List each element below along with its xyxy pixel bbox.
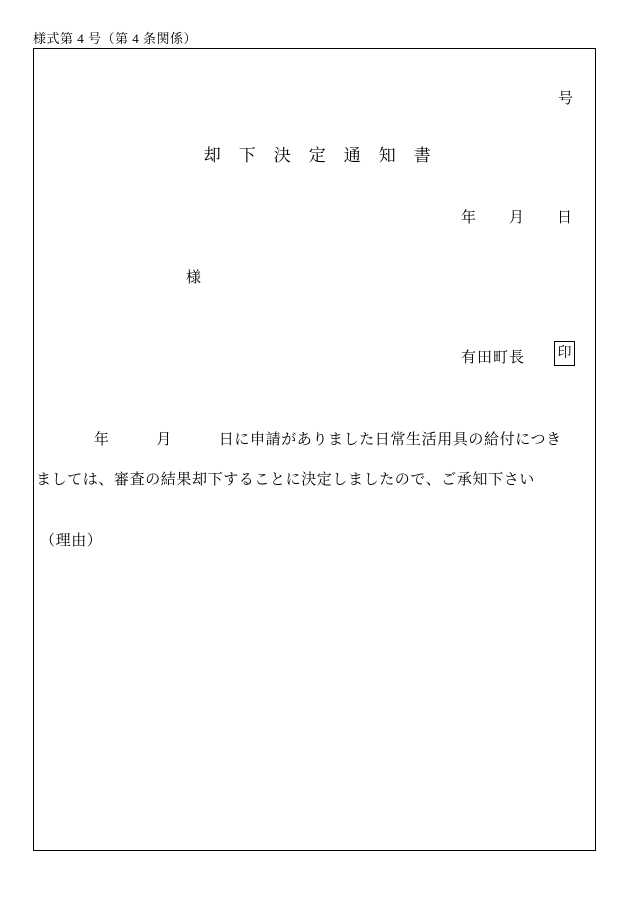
document-number-field: 号 (557, 91, 573, 107)
reason-write-in-area (40, 569, 589, 844)
document-frame-inner (34, 49, 595, 850)
issuer-name: 有田町長 (460, 350, 525, 366)
body-text-line-1: 年 月 日に申請がありました日常生活用具の給付につき (94, 432, 562, 448)
document-frame (33, 48, 596, 851)
reason-label: （理由） (40, 533, 103, 549)
document-title (34, 141, 595, 166)
document-title-text: 却 下 決 定 通 知 書 (203, 146, 432, 165)
seal-stamp-icon: 印 (554, 341, 575, 366)
issue-date-field: 年 月 日 (460, 210, 573, 226)
addressee-honorific: 様 (186, 270, 202, 286)
body-text-line-2: ましては、審査の結果却下することに決定しましたので、ご承知下さい (36, 472, 535, 488)
form-number-label: 様式第 4 号（第 4 条関係） (33, 31, 198, 46)
